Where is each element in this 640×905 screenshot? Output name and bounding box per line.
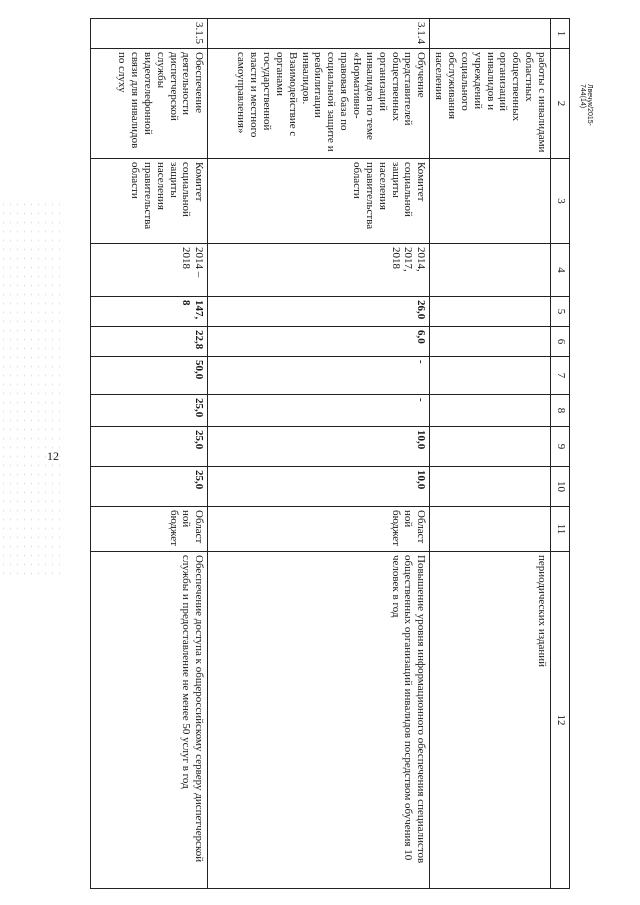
table-row (208, 19, 430, 889)
program-table (90, 18, 570, 889)
table-row (91, 19, 208, 889)
header-cell: 4 (551, 244, 570, 297)
row-number-cell: 3.1.5 (91, 19, 208, 49)
executor-cell: Комитет социальной защиты населения правительства области (91, 159, 208, 244)
value-cell: - (208, 357, 430, 395)
source-cell: Областной бюджет (208, 507, 430, 552)
result-cell: Повышение уровня информационного обеспечения специалистов общественных организаций инвалидов посредством обучения 10 человек в год (208, 552, 430, 889)
header-cell: 2 (551, 49, 570, 159)
rotated-table-wrapper (90, 18, 570, 888)
value-cell: 25,0 (91, 427, 208, 467)
value-cell: 6,0 (208, 327, 430, 357)
page-number: 12 (47, 449, 59, 463)
source-cell (430, 507, 551, 552)
period-cell: 2014 – 2018 (91, 244, 208, 297)
header-cell: 5 (551, 297, 570, 327)
value-cell (430, 395, 551, 427)
scan-noise (0, 200, 60, 580)
header-cell: 10 (551, 467, 570, 507)
value-cell: - (208, 395, 430, 427)
header-cell: 3 (551, 159, 570, 244)
header-cell: 12 (551, 552, 570, 889)
value-cell: 50,0 (91, 357, 208, 395)
value-cell (430, 467, 551, 507)
value-cell: 25,0 (91, 395, 208, 427)
value-cell: 10,0 (208, 467, 430, 507)
value-cell: 10,0 (208, 427, 430, 467)
period-cell: 2014, 2017, 2018 (208, 244, 430, 297)
value-cell: 26,0 (208, 297, 430, 327)
executor-cell: Комитет социальной защиты населения правительства области (208, 159, 430, 244)
header-cell: 8 (551, 395, 570, 427)
executor-cell (430, 159, 551, 244)
result-cell: Обеспечение доступа к общероссийскому серверу диспетчерской службы и предоставление не менее 50 услуг в год (91, 552, 208, 889)
row-number-cell (430, 19, 551, 49)
header-cell: 7 (551, 357, 570, 395)
value-cell (430, 297, 551, 327)
value-cell: 22,8 (91, 327, 208, 357)
activity-cell: работы с инвалидами областных общественных организаций инвалидов и учреждений социального обслуживания населения (430, 49, 551, 159)
result-cell: периодических изданий (430, 552, 551, 889)
header-cell: 9 (551, 427, 570, 467)
document-stamp: Лвечук/2015-744(14) (579, 84, 593, 126)
activity-cell: Обучение представителей общественных организаций инвалидов по теме «Нормативно-правовая база по социальной защите и реабилитации инвалидов. Взаимодействие с органами государственной власти и местного самоуправления» (208, 49, 430, 159)
period-cell (430, 244, 551, 297)
header-row (551, 19, 570, 889)
header-cell: 6 (551, 327, 570, 357)
value-cell: 25,0 (91, 467, 208, 507)
header-cell: 11 (551, 507, 570, 552)
header-cell: 1 (551, 19, 570, 49)
value-cell (430, 327, 551, 357)
activity-cell: Обеспечение деятельности диспетчерской службы видеотелефонной связи для инвалидов по слуху (91, 49, 208, 159)
value-cell (430, 427, 551, 467)
table-row (430, 19, 551, 889)
value-cell: 147,8 (91, 297, 208, 327)
value-cell (430, 357, 551, 395)
source-cell: Областной бюджет (91, 507, 208, 552)
row-number-cell: 3.1.4 (208, 19, 430, 49)
